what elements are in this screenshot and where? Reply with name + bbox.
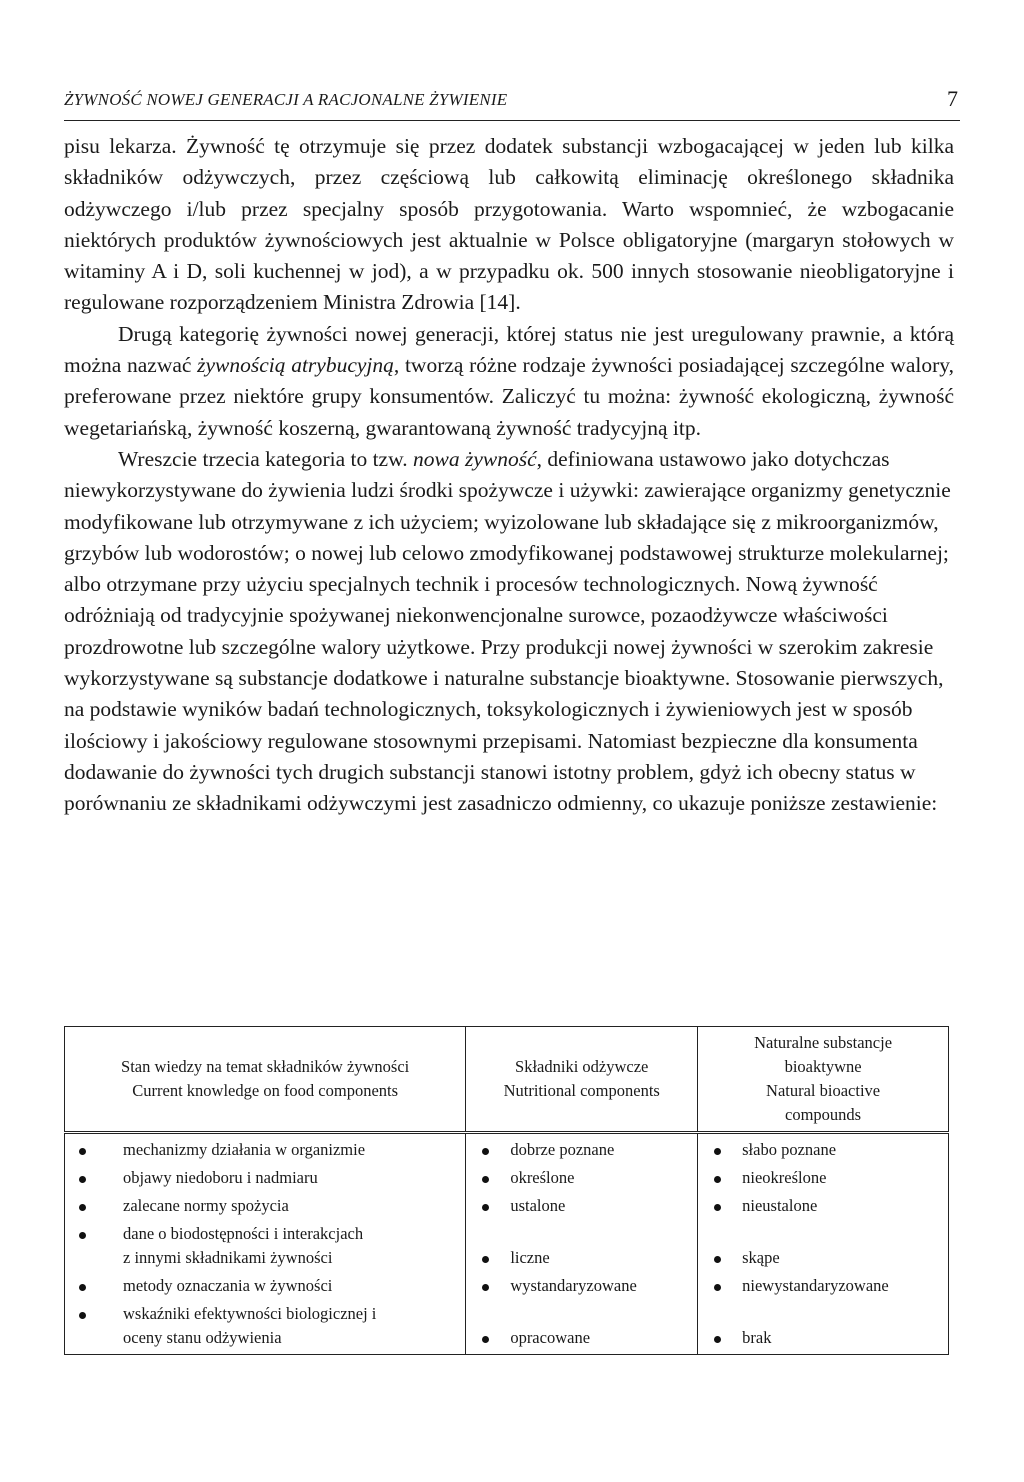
list-item: określone xyxy=(470,1166,693,1190)
table-row xyxy=(65,1220,949,1272)
table-row xyxy=(65,1272,949,1300)
table-row xyxy=(65,1133,949,1165)
list-item: ustalone xyxy=(470,1194,693,1218)
list-item: opracowane xyxy=(470,1302,693,1350)
term-novel-food: nowa żywność xyxy=(413,446,537,471)
bullet-icon xyxy=(482,1336,489,1343)
list-item: skąpe xyxy=(702,1222,944,1270)
paragraph-2: Drugą kategorię żywności nowej generacji, której status nie jest uregulowany prawnie, a którą można nazwać żywnością atrybucyjną, tworzą różne rodzaje żywności posiadającej szczególne walory, preferowane przez niektóre grupy konsumentów. Zaliczyć tu można: żywność ekologiczną, żywność wegetariańską, żywność koszerną, gwarantowaną żywność tradycyjną itp. xyxy=(64,321,954,440)
list-item: nieustalone xyxy=(702,1194,944,1218)
bullet-icon xyxy=(714,1284,721,1291)
list-item: dane o biodostępności i interakcjach z innymi składnikami żywności xyxy=(69,1222,461,1270)
bullet-icon xyxy=(79,1312,86,1319)
bullet-icon xyxy=(79,1148,86,1155)
list-item: liczne xyxy=(470,1222,693,1270)
table-row xyxy=(65,1164,949,1192)
table-row xyxy=(65,1192,949,1220)
list-item: brak xyxy=(702,1302,944,1350)
bullet-icon xyxy=(714,1336,721,1343)
body-text xyxy=(64,131,954,820)
running-title: ŻYWNOŚĆ NOWEJ GENERACJI A RACJONALNE ŻYWIENIE xyxy=(64,90,508,109)
header-bioactive: Naturalne substancje bioaktywne Natural bioactive compounds xyxy=(698,1027,949,1133)
list-item: objawy niedoboru i nadmiaru xyxy=(69,1166,461,1190)
bullet-icon xyxy=(482,1256,489,1263)
list-item: metody oznaczania w żywności xyxy=(69,1274,461,1298)
list-item: dobrze poznane xyxy=(470,1138,693,1162)
list-item: nieokreślone xyxy=(702,1166,944,1190)
list-item: słabo poznane xyxy=(702,1138,944,1162)
list-item: niewystandaryzowane xyxy=(702,1274,944,1298)
bullet-icon xyxy=(482,1284,489,1291)
term-attributive-food: żywnością atrybucyjną xyxy=(197,353,394,378)
header-knowledge: Stan wiedzy na temat składników żywności Current knowledge on food components xyxy=(65,1027,466,1133)
bullet-icon xyxy=(79,1176,86,1183)
list-item: wystandaryzowane xyxy=(470,1274,693,1298)
list-item: wskaźniki efektywności biologicznej i oceny stanu odżywienia xyxy=(69,1302,461,1350)
page-header xyxy=(64,86,960,121)
table-header-row xyxy=(65,1027,949,1133)
paragraph-3: Wreszcie trzecia kategoria to tzw. nowa żywność, definiowana ustawowo jako dotychczas niewykorzystywane do żywienia ludzi środki spożywcze i używki: zawierające organizmy genetycznie modyfikowane lub otrzymywane z ich użyciem; wyizolowane lub składające się z mikroorganizmów, grzybów lub wodorostów; o nowej lub celowo zmodyfikowanej podstawowej strukturze molekularnej; albo otrzymane przy użyciu specjalnych technik i procesów technologicznych. Nową żywność odróżniają od tradycyjnie spożywanej niekonwencjonalne surowce, pozaodżywcze właściwości prozdrowotne lub szczególne walory użytkowe. Przy produkcji nowej żywności w szerokim zakresie wykorzystywane są substancje dodatkowe i naturalne substancje bioaktywne. Stosowanie pierwszych, na podstawie wyników badań technologicznych, toksykologicznych i żywieniowych jest w sposób ilościowy i jakościowy regulowane stosownymi przepisami. Natomiast bezpieczne dla konsumenta dodawanie do żywności tych drugich substancji stanowi istotny problem, gdyż ich obecny status w porównaniu ze składnikami odżywczymi jest zasadniczo odmienny, co ukazuje poniższe zestawienie: xyxy=(64,446,951,816)
list-item: zalecane normy spożycia xyxy=(69,1194,461,1218)
page-number: 7 xyxy=(947,86,958,111)
bullet-icon xyxy=(79,1204,86,1211)
bullet-icon xyxy=(714,1148,721,1155)
table-row xyxy=(65,1300,949,1355)
bullet-icon xyxy=(79,1232,86,1239)
bullet-icon xyxy=(482,1148,489,1155)
header-nutritional: Składniki odżywcze Nutritional components xyxy=(466,1027,698,1133)
list-item: mechanizmy działania w organizmie xyxy=(69,1138,461,1162)
paragraph-1: pisu lekarza. Żywność tę otrzymuje się przez dodatek substancji wzbogacającej w jeden lub kilka składników odżywczych, przez częściową lub całkowitą eliminację określonego składnika odżywczego i/lub przez specjalny sposób przygotowania. Warto wspomnieć, że wzbogacanie niektórych produktów żywnościowych jest aktualnie w Polsce obligatoryjne (margaryn stołowych w witaminy A i D, soli kuchennej w jod), a w przypadku ok. 500 innych stosowanie nieobligatoryjne i regulowane rozporządzeniem Ministra Zdrowia [14]. xyxy=(64,134,954,315)
comparison-table xyxy=(64,1026,949,1355)
bullet-icon xyxy=(482,1176,489,1183)
bullet-icon xyxy=(714,1256,721,1263)
bullet-icon xyxy=(79,1284,86,1291)
bullet-icon xyxy=(714,1204,721,1211)
bullet-icon xyxy=(714,1176,721,1183)
bullet-icon xyxy=(482,1204,489,1211)
